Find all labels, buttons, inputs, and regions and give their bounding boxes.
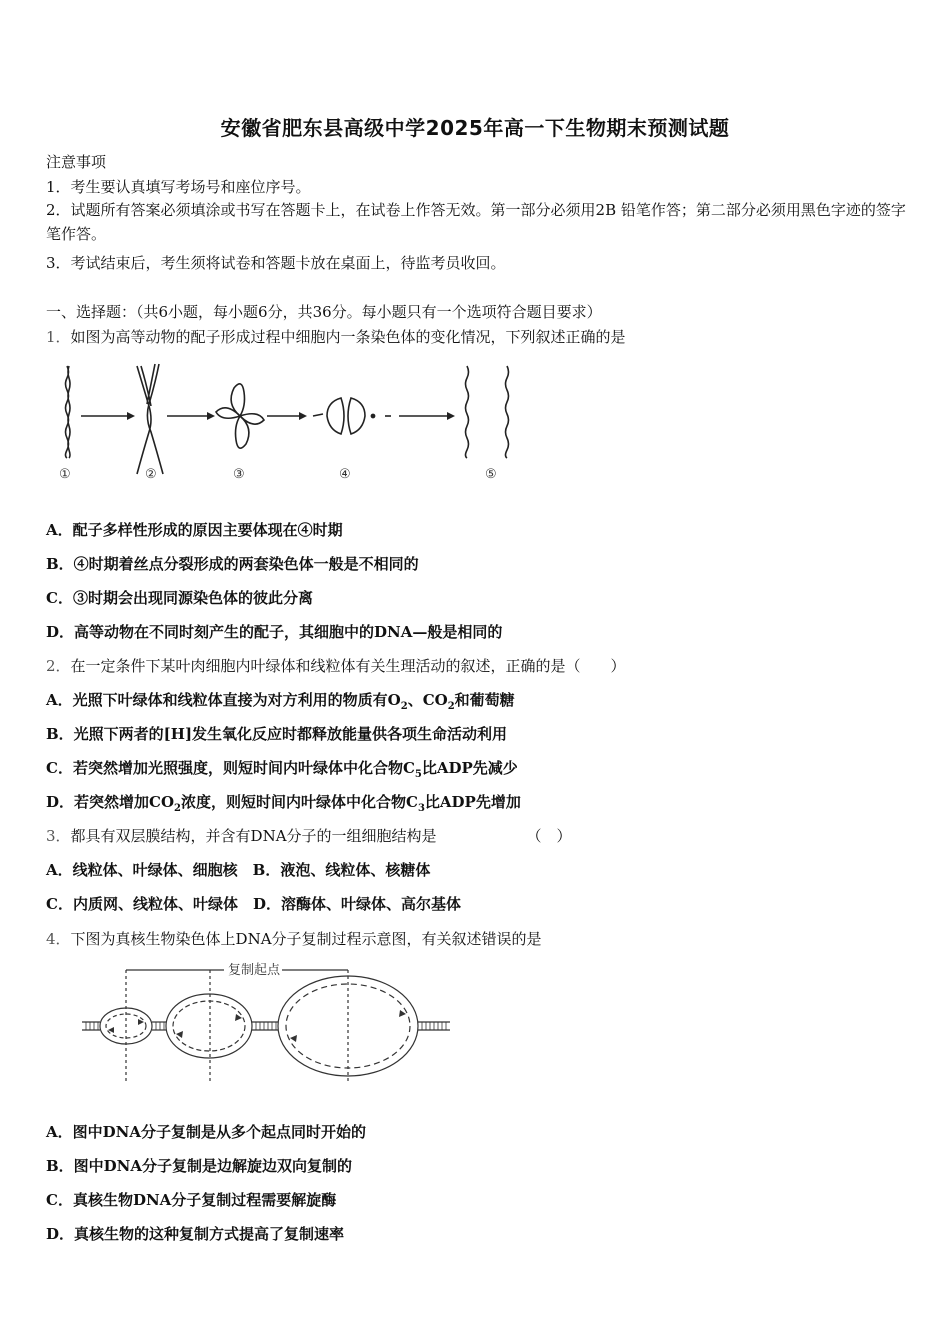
answer-bracket: （ ） xyxy=(526,827,572,845)
q2-option-a: A．光照下叶绿体和线粒体直接为对方利用的物质有$O_2$、$CO_2$和葡萄糖 xyxy=(46,691,515,712)
section-heading: 一、选择题：（共6小题，每小题6分，共36分。每小题只有一个选项符合题目要求） xyxy=(46,303,602,321)
question-number: 2． xyxy=(46,657,71,675)
question-3-stem xyxy=(46,825,572,846)
q4-option-c: C．真核生物DNA分子复制过程需要解旋酶 xyxy=(46,1191,337,1209)
notes-heading: 注意事项 xyxy=(46,153,107,171)
question-4-stem xyxy=(46,928,542,949)
q3-options-row-2: C．内质网、线粒体、叶绿体 D．溶酶体、叶绿体、高尔基体 xyxy=(46,895,461,913)
q1-option-c: C．③时期会出现同源染色体的彼此分离 xyxy=(46,589,313,607)
q1-option-a: A．配子多样性形成的原因主要体现在④时期 xyxy=(46,521,343,539)
note-item-1: 1．考生要认真填写考场号和座位序号。 xyxy=(46,178,311,196)
question-1-stem xyxy=(46,326,626,347)
q2-option-b: B．光照下两者的[H]发生氧化反应时都释放能量供各项生命活动利用 xyxy=(46,725,508,743)
note-item-3: 3．考试结束后，考生须将试卷和答题卡放在桌面上，待监考员收回。 xyxy=(46,254,506,272)
figure-label-1: ① xyxy=(59,467,71,482)
question-2-stem xyxy=(46,655,626,676)
dna-replication-figure xyxy=(78,956,458,1088)
question-number: 1． xyxy=(46,328,71,346)
figure-label-4: ④ xyxy=(339,467,351,482)
q3-options-row-1: A．线粒体、叶绿体、细胞核 B．液泡、线粒体、核糖体 xyxy=(46,861,431,879)
figure-label-3: ③ xyxy=(233,467,245,482)
question-text: 下图为真核生物染色体上DNA分子复制过程示意图，有关叙述错误的是 xyxy=(70,930,542,948)
question-text: 都具有双层膜结构，并含有DNA分子的一组细胞结构是 xyxy=(70,827,437,845)
replication-origin-label: 复制起点 xyxy=(228,963,281,978)
page-title: 安徽省肥东县高级中学2025年高一下生物期末预测试题 xyxy=(220,116,730,140)
q2-option-d: D．若突然增加$CO_2$浓度，则短时间内叶绿体中化合物$C_3$比ADP先增加 xyxy=(46,793,521,814)
q4-option-b: B．图中DNA分子复制是边解旋边双向复制的 xyxy=(46,1157,353,1175)
figure-label-5: ⑤ xyxy=(485,467,497,482)
question-text: 如图为高等动物的配子形成过程中细胞内一条染色体的变化情况，下列叙述正确的是 xyxy=(70,328,626,346)
q4-option-a: A．图中DNA分子复制是从多个起点同时开始的 xyxy=(46,1123,366,1141)
q1-option-d: D．高等动物在不同时刻产生的配子，其细胞中的DNA—般是相同的 xyxy=(46,623,503,641)
chromosome-change-figure xyxy=(55,358,525,488)
q1-option-b: B．④时期着丝点分裂形成的两套染色体一般是不相同的 xyxy=(46,555,419,573)
question-number: 4． xyxy=(46,930,71,948)
figure-label-2: ② xyxy=(145,467,157,482)
question-number: 3． xyxy=(46,827,71,845)
note-item-2: 2．试题所有答案必须填涂或书写在答题卡上，在试卷上作答无效。第一部分必须用2B 铅笔作答；第二部分必须用黑色字迹的签字笔作答。 xyxy=(46,201,906,243)
question-text: 在一定条件下某叶肉细胞内叶绿体和线粒体有关生理活动的叙述，正确的是（ ） xyxy=(70,657,626,675)
q4-option-d: D．真核生物的这种复制方式提高了复制速率 xyxy=(46,1225,345,1243)
q2-option-c: C．若突然增加光照强度，则短时间内叶绿体中化合物$C_5$比ADP先减少 xyxy=(46,759,518,780)
